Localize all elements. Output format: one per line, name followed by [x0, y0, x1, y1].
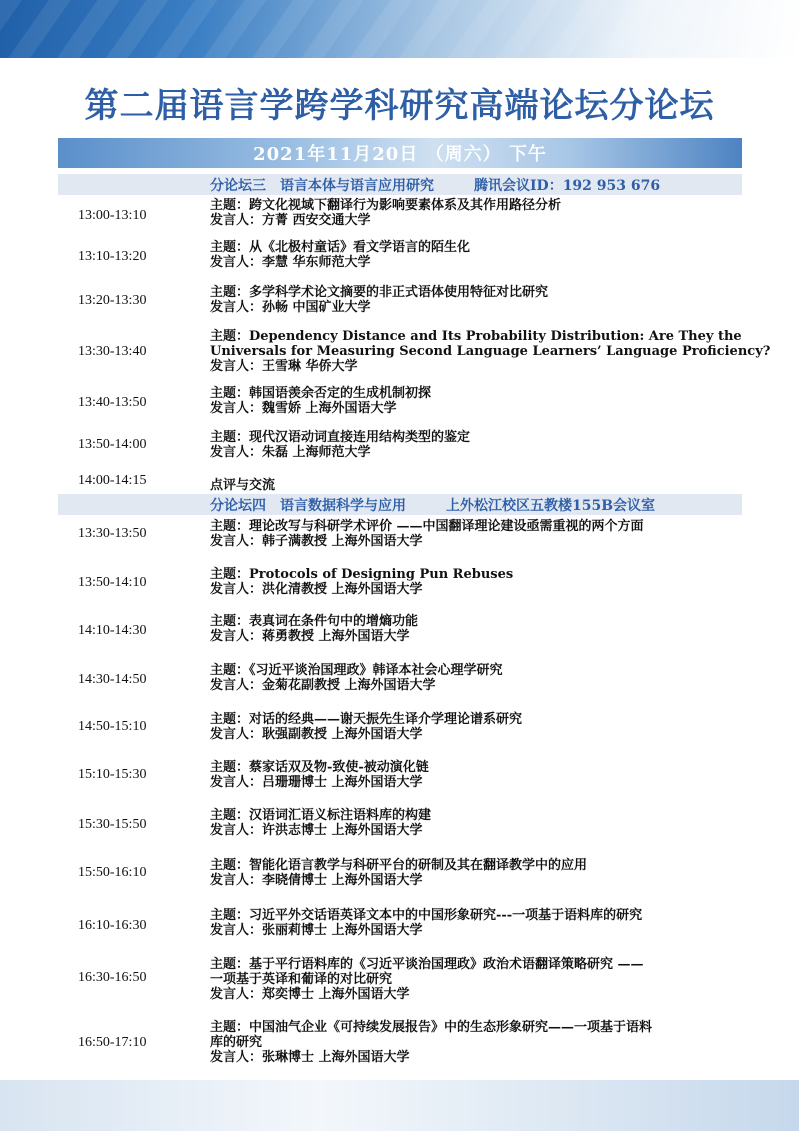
talk-topic: 主题：对话的经典——谢天振先生译介学理论谱系研究 [210, 712, 523, 727]
talk-topic-cont: 一项基于英译和葡译的对比研究 [210, 972, 393, 987]
talk-content [210, 285, 750, 315]
talk-topic: 主题：跨文化视域下翻译行为影响要素体系及其作用路径分析 [210, 198, 562, 213]
talk-topic: 主题：理论改写与科研学术评价 ——中国翻译理论建设亟需重视的两个方面 [210, 519, 644, 534]
time-slot: 15:10-15:30 [78, 767, 147, 782]
time-slot: 14:50-15:10 [78, 719, 147, 734]
time-slot: 16:50-17:10 [78, 1035, 147, 1050]
talk-content [210, 908, 750, 938]
time-slot: 13:30-13:50 [78, 526, 147, 541]
time-slot: 13:00-13:10 [78, 208, 147, 223]
talk-speaker: 发言人：耿强副教授 上海外国语大学 [210, 727, 423, 742]
session-header-3 [58, 174, 742, 195]
talk-content [210, 1020, 750, 1065]
talk-content [210, 614, 750, 644]
talk-speaker: 发言人：朱磊 上海师范大学 [210, 445, 371, 460]
talk-topic: 主题：基于平行语料库的《习近平谈治国理政》政治术语翻译策略研究 —— [210, 957, 644, 972]
talk-topic: 主题：智能化语言教学与科研平台的研制及其在翻译教学中的应用 [210, 858, 588, 873]
time-slot: 13:50-14:10 [78, 575, 147, 590]
time-slot: 16:30-16:50 [78, 970, 147, 985]
talk-content [210, 957, 750, 1002]
talk-content [210, 240, 750, 270]
time-slot: 15:30-15:50 [78, 817, 147, 832]
time-slot: 13:40-13:50 [78, 395, 147, 410]
time-slot: 16:10-16:30 [78, 918, 147, 933]
talk-content [210, 567, 750, 597]
talk-topic: 主题：韩国语羡余否定的生成机制初探 [210, 386, 432, 401]
session-label: 分论坛三 [210, 177, 266, 194]
time-slot: 13:30-13:40 [78, 344, 147, 359]
time-slot: 14:00-14:15 [78, 473, 147, 488]
talk-speaker: 发言人：韩子满教授 上海外国语大学 [210, 534, 423, 549]
session-name: 语言本体与语言应用研究 [280, 177, 434, 194]
time-slot: 13:20-13:30 [78, 293, 147, 308]
talk-topic: 主题：Protocols of Designing Pun Rebuses [210, 567, 514, 582]
talk-topic: 主题：多学科学术论文摘要的非正式语体使用特征对比研究 [210, 285, 549, 300]
talk-topic: 主题：蔡家话双及物-致使-被动演化链 [210, 760, 429, 775]
session-venue: 腾讯会议ID：192 953 676 [474, 177, 661, 194]
talk-speaker: 发言人：郑奕博士 上海外国语大学 [210, 987, 410, 1002]
talk-topic: 主题：现代汉语动词直接连用结构类型的鉴定 [210, 430, 471, 445]
talk-topic: 主题：习近平外交话语英译文本中的中国形象研究---一项基于语料库的研究 [210, 908, 643, 923]
talk-speaker: 发言人：李慧 华东师范大学 [210, 255, 371, 270]
talk-speaker: 发言人：张琳博士 上海外国语大学 [210, 1050, 410, 1065]
time-slot: 14:10-14:30 [78, 623, 147, 638]
talk-speaker: 发言人：金菊花副教授 上海外国语大学 [210, 678, 436, 693]
talk-content [210, 198, 750, 228]
date-bar: 2021年11月20日 （周六） 下午 [58, 138, 742, 168]
talk-content [210, 712, 750, 742]
talk-topic-cont: 库的研究 [210, 1035, 263, 1050]
session-header-4 [58, 494, 742, 515]
talk-speaker: 发言人：孙畅 中国矿业大学 [210, 300, 371, 315]
talk-topic: 主题：《习近平谈治国理政》韩译本社会心理学研究 [210, 663, 503, 678]
talk-speaker: 发言人：许洪志博士 上海外国语大学 [210, 823, 423, 838]
talk-speaker: 发言人：王雪琳 华侨大学 [210, 359, 358, 374]
talk-content [210, 760, 750, 790]
talk-speaker: 发言人：方菁 西安交通大学 [210, 213, 371, 228]
talk-content [210, 519, 750, 549]
time-slot: 14:30-14:50 [78, 672, 147, 687]
talk-topic-cont: Universals for Measuring Second Language Learners’ Language Proficiency? [210, 344, 771, 359]
talk-topic: 主题：表真词在条件句中的增熵功能 [210, 614, 419, 629]
talk-content [210, 858, 750, 888]
time-slot: 13:10-13:20 [78, 249, 147, 264]
talk-content [210, 808, 750, 838]
talk-topic: 主题：从《北极村童话》看文学语言的陌生化 [210, 240, 471, 255]
session-name: 语言数据科学与应用 [280, 497, 406, 514]
time-slot: 15:50-16:10 [78, 865, 147, 880]
talk-content [210, 386, 750, 416]
talk-content [210, 663, 750, 693]
time-slot: 13:50-14:00 [78, 437, 147, 452]
bottom-decorative-band [0, 1080, 799, 1131]
talk-topic: 主题：Dependency Distance and Its Probability Distribution: Are They the [210, 329, 742, 344]
talk-speaker: 发言人：吕珊珊博士 上海外国语大学 [210, 775, 423, 790]
session-label: 分论坛四 [210, 497, 266, 514]
page-title: 第二届语言学跨学科研究高端论坛分论坛 [84, 86, 715, 126]
talk-topic: 主题：中国油气企业《可持续发展报告》中的生态形象研究——一项基于语料 [210, 1020, 653, 1035]
talk-content [210, 430, 750, 460]
talk-speaker: 发言人：李晓倩博士 上海外国语大学 [210, 873, 423, 888]
talk-speaker: 发言人：洪化清教授 上海外国语大学 [210, 582, 423, 597]
review-label: 点评与交流 [210, 478, 276, 493]
talk-speaker: 发言人：张丽莉博士 上海外国语大学 [210, 923, 423, 938]
session-venue: 上外松江校区五教楼155B会议室 [446, 497, 656, 514]
talk-topic: 主题：汉语词汇语义标注语料库的构建 [210, 808, 432, 823]
talk-content [210, 329, 771, 374]
top-decorative-band [0, 0, 799, 58]
talk-speaker: 发言人：魏雪娇 上海外国语大学 [210, 401, 397, 416]
talk-speaker: 发言人：蒋勇教授 上海外国语大学 [210, 629, 410, 644]
